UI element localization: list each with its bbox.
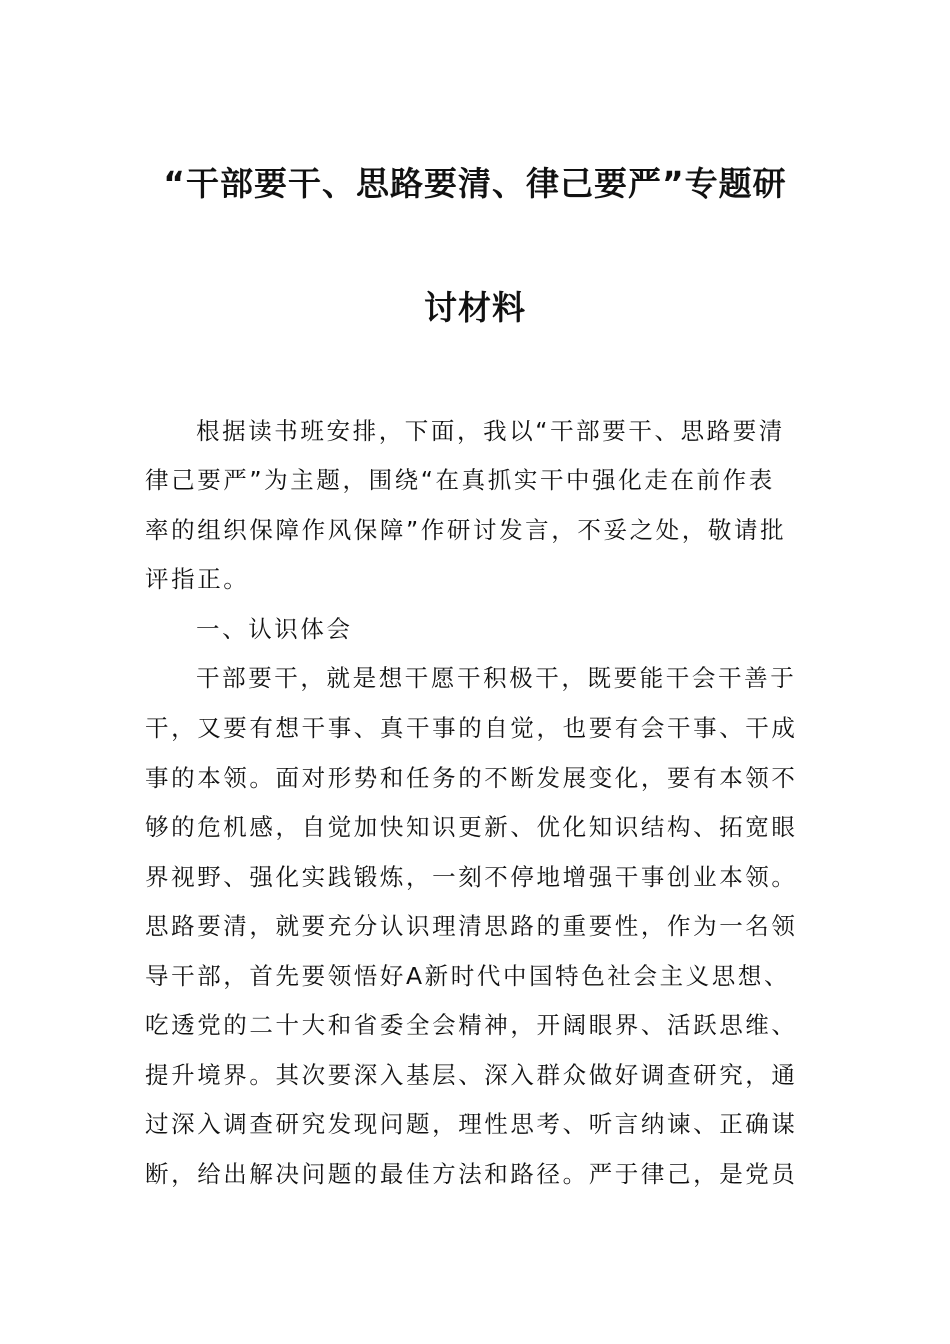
paragraph-2-line-6: 思路要清，就要充分认识理清思路的重要性，作为一名领 (145, 912, 798, 940)
document-title-line-1: “干部要干、思路要清、律己要严”专题研 (163, 164, 787, 203)
document-title-line-2: 讨材料 (424, 288, 526, 327)
paragraph-2-line-7: 导干部，首先要领悟好A新时代中国特色社会主义思想、 (145, 962, 791, 990)
paragraph-2-line-3: 事的本领。面对形势和任务的不断发展变化，要有本领不 (145, 764, 798, 792)
paragraph-2-line-8: 吃透党的二十大和省委全会精神，开阔眼界、活跃思维、 (145, 1011, 798, 1039)
paragraph-1-line-1: 根据读书班安排，下面，我以“干部要干、思路要清 (196, 417, 785, 445)
paragraph-1-line-2: 律己要严”为主题，围绕“在真抓实干中强化走在前作表 (145, 466, 775, 494)
paragraph-2-line-11: 断，给出解决问题的最佳方法和路径。严于律己，是党员 (145, 1160, 798, 1188)
paragraph-2-line-1: 干部要干，就是想干愿干积极干，既要能干会干善于 (196, 664, 797, 692)
section-heading: 一、认识体会 (196, 615, 353, 643)
paragraph-2-line-9: 提升境界。其次要深入基层、深入群众做好调查研究，通 (145, 1061, 798, 1089)
paragraph-1-line-4: 评指正。 (145, 565, 250, 593)
paragraph-2-line-10: 过深入调查研究发现问题，理性思考、听言纳谏、正确谋 (145, 1110, 798, 1138)
paragraph-2-line-4: 够的危机感，自觉加快知识更新、优化知识结构、拓宽眼 (145, 813, 798, 841)
paragraph-2-line-5: 界视野、强化实践锻炼，一刻不停地增强干事创业本领。 (145, 863, 798, 891)
paragraph-1-line-3: 率的组织保障作风保障”作研讨发言，不妥之处，敬请批 (145, 516, 787, 544)
paragraph-2-line-2: 干，又要有想干事、真干事的自觉，也要有会干事、干成 (145, 714, 798, 742)
